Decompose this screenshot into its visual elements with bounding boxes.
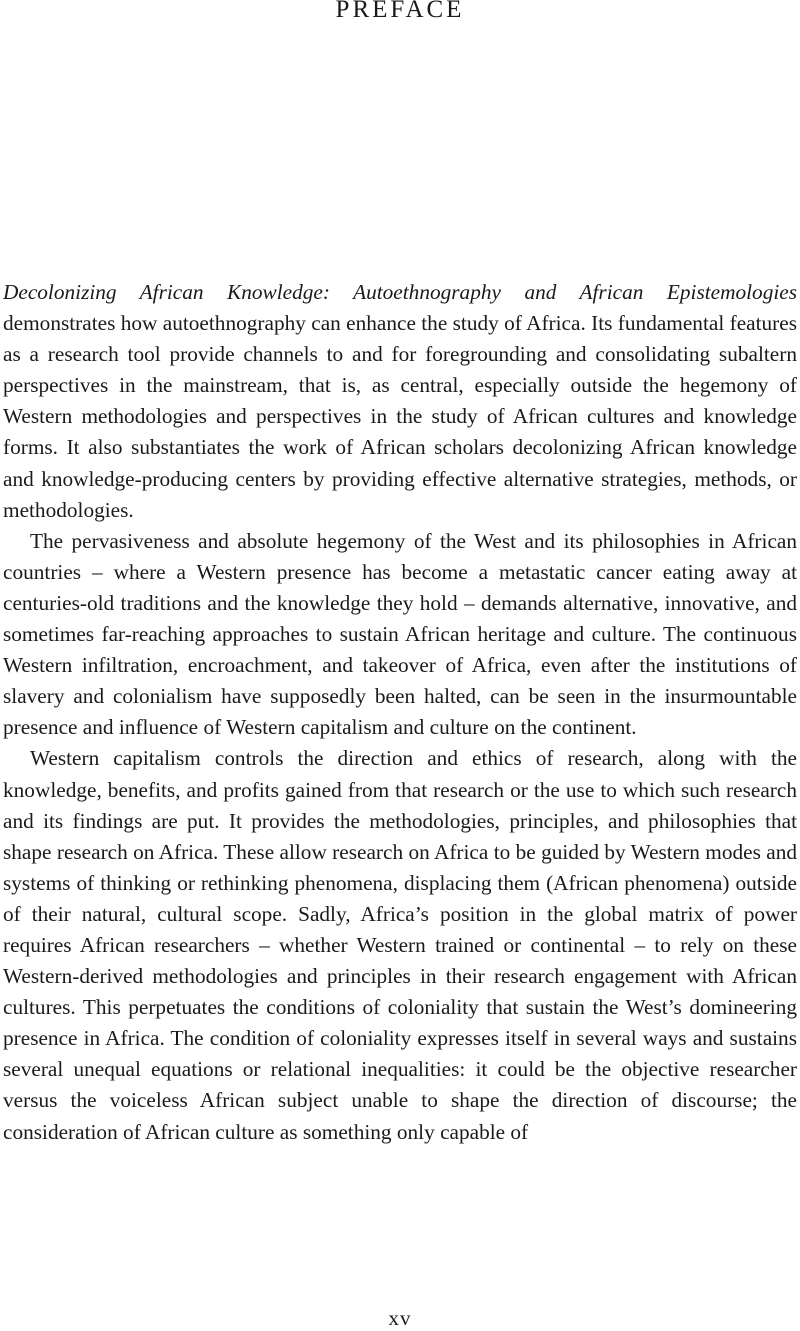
paragraph-2: The pervasiveness and absolute hegemony of the West and its philosophies in African countries – where a Western presence has become a metastatic cancer eating away at centuries-old traditions and the knowledge they hold – demands alternative, innovative, and sometimes far-reaching approaches to sustain African heritage and culture. The continuous Western infiltration, encroachment, and takeover of Africa, even after the institutions of slavery and colonialism have supposedly been halted, can be seen in the insurmountable presence and influence of Western capitalism and culture on the continent. <box>3 528 797 740</box>
book-title: Decolonizing African Knowledge: Autoethnography and African Epistemologies <box>3 280 797 304</box>
paragraph-1-text: demonstrates how autoethnography can enhance the study of Africa. Its fundamental features as a research tool provide channels to and for foregrounding and consolidating subaltern perspectives in the mainstream, that is, as central, especially outside the hegemony of Western methodologies and perspectives in the study of African cultures and knowledge forms. It also substantiates the work of African scholars decolonizing African knowledge and knowledge-producing centers by providing effective alternative strategies, methods, or methodologies. <box>3 311 797 522</box>
page-number: xv <box>388 1306 412 1330</box>
body-text <box>3 277 797 1148</box>
paragraph-1 <box>3 277 797 526</box>
paragraph-3: Western capitalism controls the direction and ethics of research, along with the knowledge, benefits, and profits gained from that research or the use to which such research and its findings are put. It provides the methodologies, principles, and philosophies that shape research on Africa. These allow research on Africa to be guided by Western modes and systems of thinking or rethinking phenomena, displacing them (African phenomena) outside of their natural, cultural scope. Sadly, Africa’s position in the global matrix of power requires African researchers – whether Western trained or continental – to rely on these Western-derived methodologies and principles in their research engagement with African cultures. This perpetuates the conditions of coloniality that sustain the West’s domineering presence in Africa. The condition of coloniality expresses itself in several ways and sustains several unequal equations or relational inequalities: it could be the objective researcher versus the voiceless African subject unable to shape the direction of discourse; the consideration of African culture as something only capable of <box>3 746 797 1144</box>
page-heading: PREFACE <box>335 0 465 23</box>
